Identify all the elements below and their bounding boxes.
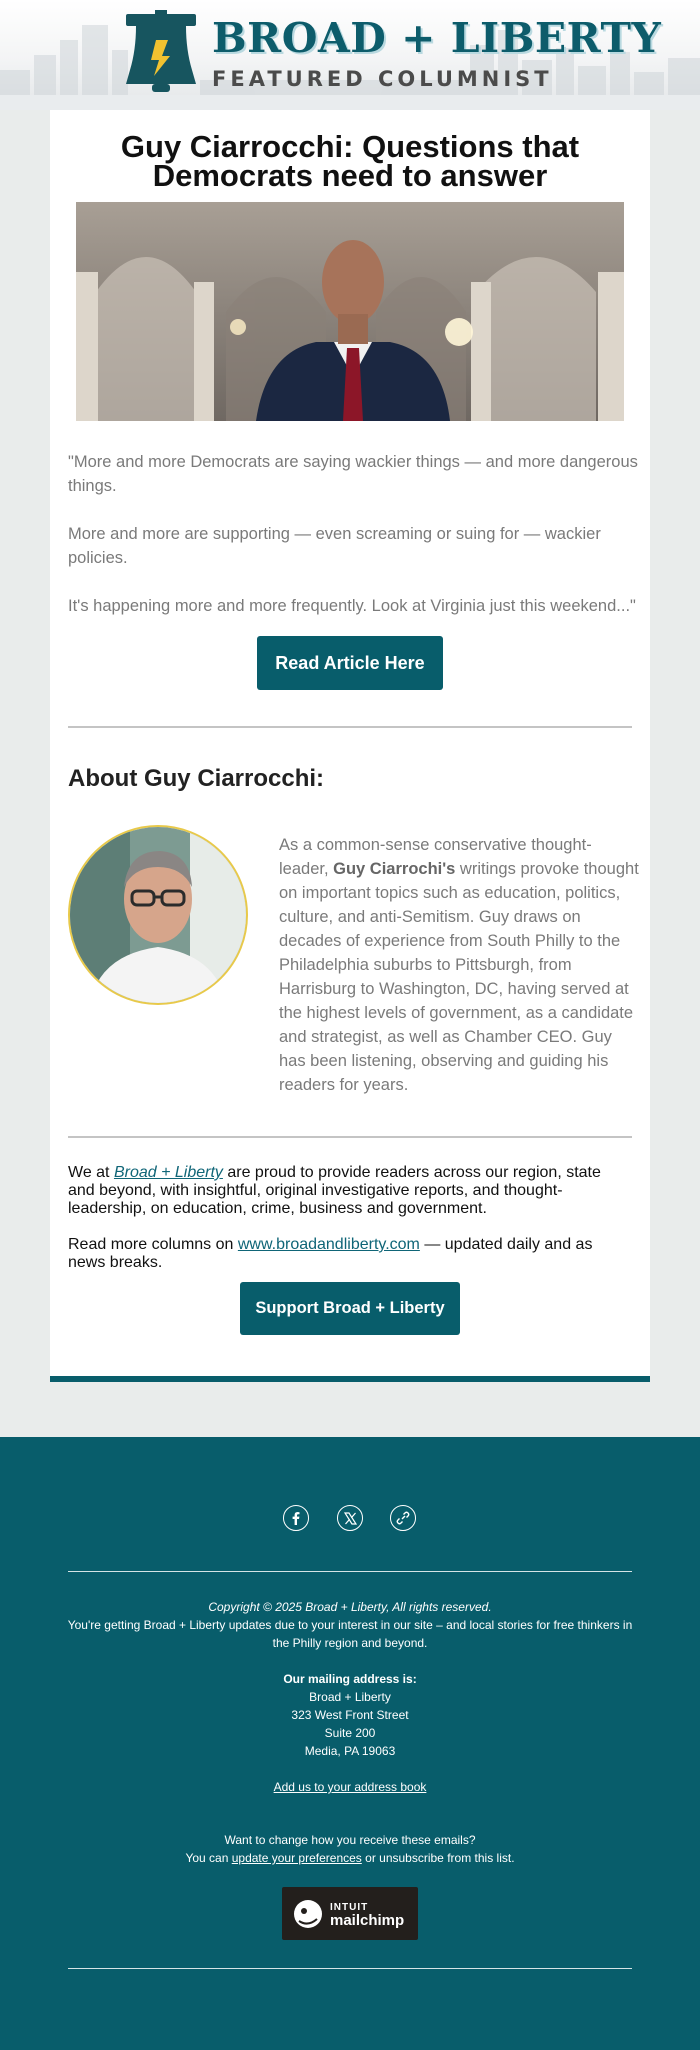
content-card [50,110,650,1382]
address-line: Broad + Liberty [309,1690,391,1704]
update-preferences-link[interactable]: update your preferences [231,1851,362,1865]
address-book-link[interactable]: Add us to your address book [273,1780,427,1794]
link-icon[interactable] [390,1505,416,1531]
liberty-bell-logo [122,10,200,96]
email-header [0,0,700,110]
excerpt-paragraph-2: More and more are supporting — even screaming or suing for — wackier policies. [68,525,601,567]
badge-bottom-text: mailchimp [330,1912,405,1929]
mailing-heading: Our mailing address is: [283,1672,417,1686]
copyright-text: Copyright © 2025 Broad + Liberty, All rights reserved. [208,1600,492,1614]
facebook-icon[interactable] [283,1505,309,1531]
badge-top-text: INTUIT [330,1902,369,1913]
about-us-paragraph: We at Broad + Liberty are proud to provide readers across our region, state and beyond, with insightful, original investigative reports, and thought-leadership, on education, crime, business and government. [68,1164,601,1217]
author-name: Guy Ciarrochi's [333,860,456,878]
section-divider [68,1136,632,1138]
mailchimp-logo-icon [282,1887,418,1940]
x-icon[interactable] [337,1505,363,1531]
article-title: Guy Ciarrocchi: Questions that Democrats need to answer [120,129,580,193]
mailchimp-badge[interactable] [282,1887,418,1940]
support-button[interactable]: Support Broad + Liberty [240,1282,460,1335]
subscription-reason: You're getting Broad + Liberty updates due to your interest in our site – and local stories for free thinkers in the Philly region and beyond. [67,1618,633,1650]
author-bio: As a common-sense conservative thought-leader, Guy Ciarrochi's writings provoke thought on important topics such as education, politics, culture, and anti-Semitism. Guy draws on decades of experience from South Philly to the Philadelphia suburbs to Pittsburgh, from Harrisburg to Washington, DC, having served at the highest levels of government, as a candidate and strategist, as well as Chamber CEO. Guy has been listening, observing and guiding his readers for years. [279,836,639,1094]
address-line: 323 West Front Street [291,1708,409,1722]
address-book-row [60,1778,640,1796]
excerpt-paragraph-3: It's happening more and more frequently. Look at Virginia just this weekend..." [68,597,636,615]
preferences-row: You can update your preferences or unsubscribe from this list. [185,1851,515,1865]
footer-divider [68,1571,632,1572]
read-more-paragraph: Read more columns on www.broadandliberty.com — updated daily and as news breaks. [68,1236,593,1271]
footer-divider [68,1968,632,1969]
brand-title: BROAD + LIBERTY [212,14,662,62]
website-link[interactable]: www.broadandliberty.com [237,1236,420,1253]
read-article-button[interactable]: Read Article Here [257,636,443,690]
excerpt-paragraph-1: "More and more Democrats are saying wackier things — and more dangerous things. [68,453,638,495]
address-line: Media, PA 19063 [304,1744,396,1758]
brand-subtitle: FEATURED COLUMNIST [212,67,553,91]
columnist-video-still [76,202,624,421]
email-footer [0,1437,700,2050]
change-question: Want to change how you receive these emails? [224,1833,476,1847]
address-line: Suite 200 [324,1726,376,1740]
hero-image[interactable] [76,202,624,421]
author-photo [68,825,248,1005]
about-heading: About Guy Ciarrocchi: [68,765,325,792]
section-divider [68,726,632,728]
broad-liberty-link[interactable]: Broad + Liberty [113,1164,223,1181]
